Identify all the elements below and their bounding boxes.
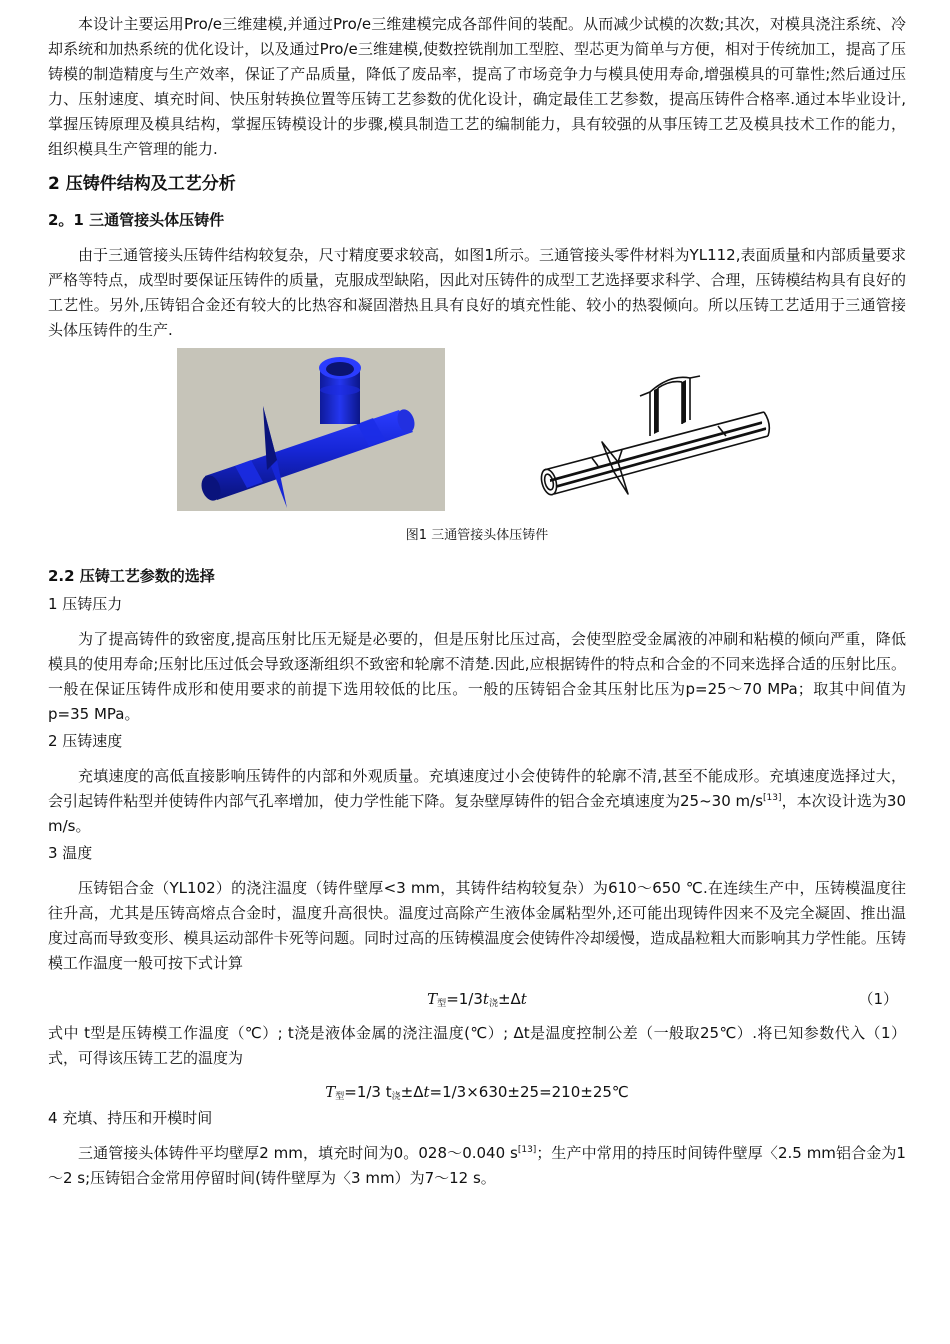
item-1-paragraph: 为了提高铸件的致密度,提高压射比压无疑是必要的，但是压射比压过高，会使型腔受金属液的冲刷和粘模的倾向严重，降低模具的使用寿命;压射比压过低会导致逐渐组织不致密和轮廓不清楚.因此,应根据铸件的特点和合金的不同来选择合适的压射比压。一般在保证压铸件成形和使用要求的前提下选用较低的比压。一般的压铸铝合金其压射比压为p=25～70 MPa；取其中间值为p=35 MPa。 xyxy=(48,630,906,723)
item-4-paragraph xyxy=(48,1141,906,1191)
section-2-heading: 2 压铸件结构及工艺分析 xyxy=(48,174,236,194)
item-3-paragraph: 压铸铝合金（YL102）的浇注温度（铸件壁厚<3 mm，其铸件结构较复杂）为610～650 ℃.在连续生产中，压铸模温度往往升高，尤其是压铸高熔点合金时，温度升高很快。温度过高除产生液体金属粘型外,还可能出现铸件因来不及完全凝固、推出温度过高而导致变形、模具运动部件卡死等问题。同时过高的压铸模温度会使铸件冷却缓慢，造成晶粒粗大而影响其力学性能。压铸模工作温度一般可按下式计算 xyxy=(48,879,906,972)
item-2-paragraph xyxy=(48,764,906,839)
formula-1-expression: T型=1/3t浇±Δt xyxy=(427,990,527,1009)
formula-explanation: 式中 t型是压铸模工作温度（℃）; t浇是液体金属的浇注温度(℃）; Δt是温度控制公差（一般取25℃）.将已知参数代入（1）式，可得该压铸工艺的温度为 xyxy=(48,1024,906,1067)
figure-1-caption: 图1 三通管接头体压铸件 xyxy=(405,528,549,543)
item-4-text-b: ；生产中常用的持压时间铸件壁厚〈2.5 mm铝合金为1～2 s;压铸铝合金常用停留时间(铸件壁厚为〈3 mm）为7～12 s。 xyxy=(48,1144,906,1187)
item-1-heading: 1 压铸压力 xyxy=(48,595,123,613)
pipe-tee-cutaway-drawing xyxy=(532,366,772,504)
intro-paragraph: 本设计主要运用Pro/e三维建模,并通过Pro/e三维建模完成各部件间的装配。从而减少试模的次数;其次，对模具浇注系统、冷却系统和加热系统的优化设计，以及通过Pro/e三维建模,使数控铣削加工型腔、型芯更为简单与方便，相对于传统加工，提高了压铸模的制造精度与生产效率，保证了产品质量，降低了废品率，提高了市场竞争力与模具使用寿命,增强模具的可靠性;然后通过压力、压射速度、填充时间、快压射转换位置等压铸工艺参数的优化设计，确定最佳工艺参数，提高压铸件合格率.通过本毕业设计,掌握压铸原理及模具结构，掌握压铸模设计的步骤,模具制造工艺的编制能力，具有较强的从事压铸工艺及模具技术工作的能力，组织模具生产管理的能力. xyxy=(48,15,906,158)
figure-1-section-drawing xyxy=(532,366,772,504)
figure-1 xyxy=(48,348,906,516)
section-2-2-heading: 2.2 压铸工艺参数的选择 xyxy=(48,567,215,585)
item-2-text-a: 充填速度的高低直接影响压铸件的内部和外观质量。充填速度过小会使铸件的轮廓不清,甚至不能成形。充填速度选择过大，会引起铸件粘型并使铸件内部气孔率增加，使力学性能下降。复杂壁厚铸件的铝合金充填速度为25~30 m/s xyxy=(48,767,906,810)
formula-2 xyxy=(48,1079,906,1106)
formula-1-number: （1） xyxy=(858,990,898,1008)
formula-2-expression: T型=1/3 t浇±Δt=1/3×630±25=210±25℃ xyxy=(325,1083,629,1102)
item-2-text-b: ，本次设计选为30 m/s。 xyxy=(48,792,906,835)
item-4-text-a: 三通管接头体铸件平均壁厚2 mm，填充时间为0。028～0.040 s xyxy=(78,1144,518,1162)
item-2-reference: [13] xyxy=(763,793,782,803)
item-3-heading: 3 温度 xyxy=(48,844,93,862)
item-2-heading: 2 压铸速度 xyxy=(48,732,123,750)
formula-1 xyxy=(48,986,906,1013)
item-4-reference: [13] xyxy=(517,1145,537,1155)
document-page xyxy=(48,10,906,1191)
section-2-1-heading: 2。1 三通管接头体压铸件 xyxy=(48,211,225,229)
figure-1-rendered-model xyxy=(177,348,445,511)
section-2-1-paragraph: 由于三通管接头压铸件结构较复杂，尺寸精度要求较高，如图1所示。三通管接头零件材料为YL112,表面质量和内部质量要求严格等特点，成型时要保证压铸件的质量，克服成型缺陷，因此对压铸件的成型工艺选择要求科学、合理，压铸模结构具有良好的工艺性。另外,压铸铝合金还有较大的比热容和凝固潜热且具有良好的填充性能、较小的热裂倾向。所以压铸工艺适用于三通管接头体压铸件的生产. xyxy=(48,246,906,339)
pipe-tee-3d-render xyxy=(177,348,445,511)
item-4-heading: 4 充填、持压和开模时间 xyxy=(48,1109,213,1127)
